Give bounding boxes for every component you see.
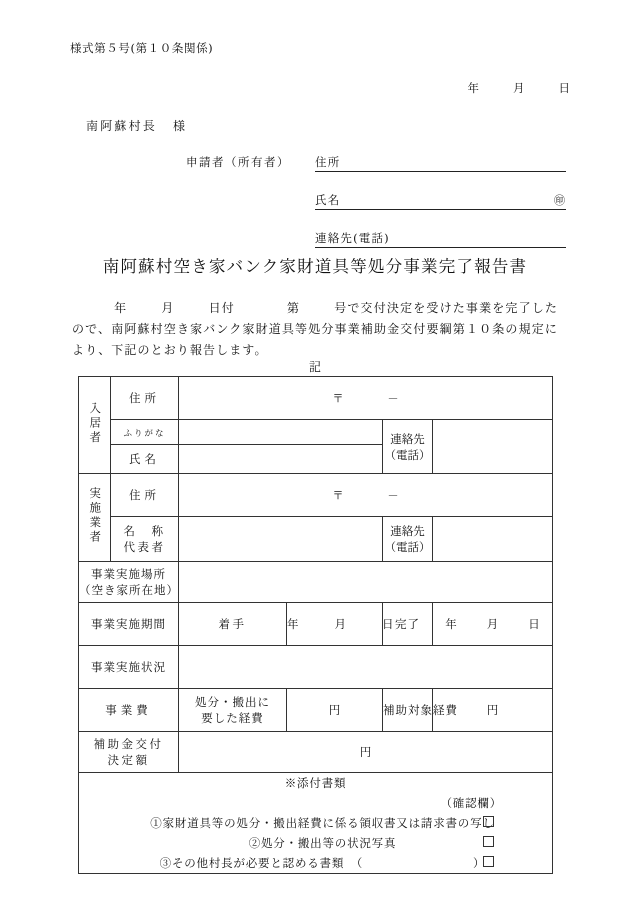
body-line2: ので、南阿蘇村空き家バンク家財道具等処分事業補助金交付要綱第１０条の [72, 322, 519, 336]
body-paragraph [72, 298, 558, 361]
table-row [79, 517, 553, 562]
status-label: 事業実施状況 [79, 646, 179, 689]
attachment-item-3 [79, 853, 552, 873]
resident-contact-value[interactable] [433, 420, 553, 474]
cost-label: 事業費 [79, 689, 179, 732]
table-row [79, 420, 553, 445]
attachments-section [79, 773, 553, 874]
resident-contact-label: 連絡先 （電話） [383, 420, 433, 474]
applicant-address-field[interactable] [315, 152, 566, 172]
contractor-contact-label: 連絡先 （電話） [383, 517, 433, 562]
resident-name-value[interactable] [179, 445, 383, 474]
postal-dash: － [387, 392, 399, 405]
period-end-label: 完了 [383, 603, 433, 646]
report-table [78, 376, 553, 874]
form-number: 様式第５号(第１０条関係) [70, 41, 214, 55]
resident-furigana-label: ふりがな [111, 420, 179, 445]
applicant-phone-field[interactable] [315, 228, 566, 248]
attachment-item-1 [79, 813, 552, 833]
resident-name-label: 氏名 [111, 445, 179, 474]
contractor-address-value[interactable] [179, 474, 553, 517]
body-number-suffix: 号で交付決定を受けた事業を完了した [334, 301, 559, 315]
contractor-name-value[interactable] [179, 517, 383, 562]
postal-dash: － [387, 489, 399, 502]
attachment-item-2 [79, 833, 552, 853]
addressee-name: 南阿蘇村長 [86, 119, 158, 133]
attachment-item-1-text: ①家財道具等の処分・搬出経費に係る領収書又は請求書の写し [150, 816, 495, 830]
table-row [79, 732, 553, 773]
location-value[interactable] [179, 562, 553, 603]
resident-furigana-value[interactable] [179, 420, 383, 445]
applicant-name-field[interactable] [315, 190, 566, 210]
table-row [79, 773, 553, 874]
period-start-label: 着手 [179, 603, 287, 646]
postal-mark-icon: 〒 [332, 489, 344, 502]
applicant-address-label: 住所 [315, 155, 341, 169]
cost-subsidy-target-unit: 円 [486, 703, 499, 717]
grant-label: 補助金交付 決定額 [79, 732, 179, 773]
attachment-item-3-text-tail: ） [473, 856, 486, 870]
contractor-address-label: 住所 [111, 474, 179, 517]
date-day: 日 [558, 81, 570, 95]
document-date-line [0, 80, 630, 96]
period-end-value[interactable]: 年 月 日 [433, 603, 553, 646]
attachment-checkbox-2[interactable] [483, 836, 494, 847]
date-month: 月 [513, 81, 525, 95]
body-line3: 規定により、下記のとおり報告します。 [72, 322, 558, 357]
table-row [79, 562, 553, 603]
applicant-label: 申請者（所有者） [186, 155, 290, 169]
date-year: 年 [467, 81, 479, 95]
resident-address-value[interactable] [179, 377, 553, 420]
attachment-item-3-text: ③その他村長が必要と認める書類 （ [159, 856, 364, 870]
table-row [79, 474, 553, 517]
body-number-prefix: 第 [286, 301, 301, 315]
contractor-contact-value[interactable] [433, 517, 553, 562]
table-row [79, 646, 553, 689]
cost-disposal-unit: 円 [328, 703, 341, 717]
grant-value[interactable] [179, 732, 553, 773]
attachment-item-2-text: ②処分・搬出等の状況写真 [248, 836, 397, 850]
table-row [79, 689, 553, 732]
applicant-name-label: 氏名 [315, 193, 341, 207]
table-row [79, 377, 553, 420]
resident-group-label: 入居者 [79, 377, 111, 474]
ki-marker: 記 [308, 360, 321, 374]
contractor-name-label: 名 称 代表者 [111, 517, 179, 562]
addressee [86, 117, 185, 134]
cost-disposal-value[interactable] [287, 689, 383, 732]
body-month: 月 [161, 301, 175, 315]
body-year: 年 [114, 301, 128, 315]
addressee-honorific: 様 [173, 119, 186, 133]
cost-disposal-label: 処分・搬出に 要した経費 [179, 689, 287, 732]
resident-address-label: 住所 [111, 377, 179, 420]
attachments-heading: ※添付書類 [284, 776, 347, 790]
body-day: 日付 [208, 301, 235, 315]
cost-subsidy-target-label: 補助対象経費 [383, 689, 433, 732]
status-value[interactable] [179, 646, 553, 689]
document-title: 南阿蘇村空き家バンク家財道具等処分事業完了報告書 [102, 257, 528, 276]
period-label: 事業実施期間 [79, 603, 179, 646]
period-start-value[interactable]: 年 月 日 [287, 603, 383, 646]
location-label: 事業実施場所 （空き家所在地） [79, 562, 179, 603]
contractor-group-label: 実施業者 [79, 474, 111, 562]
attachment-checkbox-3[interactable] [483, 856, 494, 867]
attachment-checkbox-1[interactable] [483, 816, 494, 827]
attachments-confirm-column-header: （確認欄） [440, 796, 502, 810]
table-row [79, 603, 553, 646]
postal-mark-icon: 〒 [332, 392, 344, 405]
seal-icon: ㊞ [554, 194, 565, 207]
applicant-phone-label: 連絡先(電話) [315, 231, 390, 245]
grant-unit: 円 [359, 745, 372, 759]
